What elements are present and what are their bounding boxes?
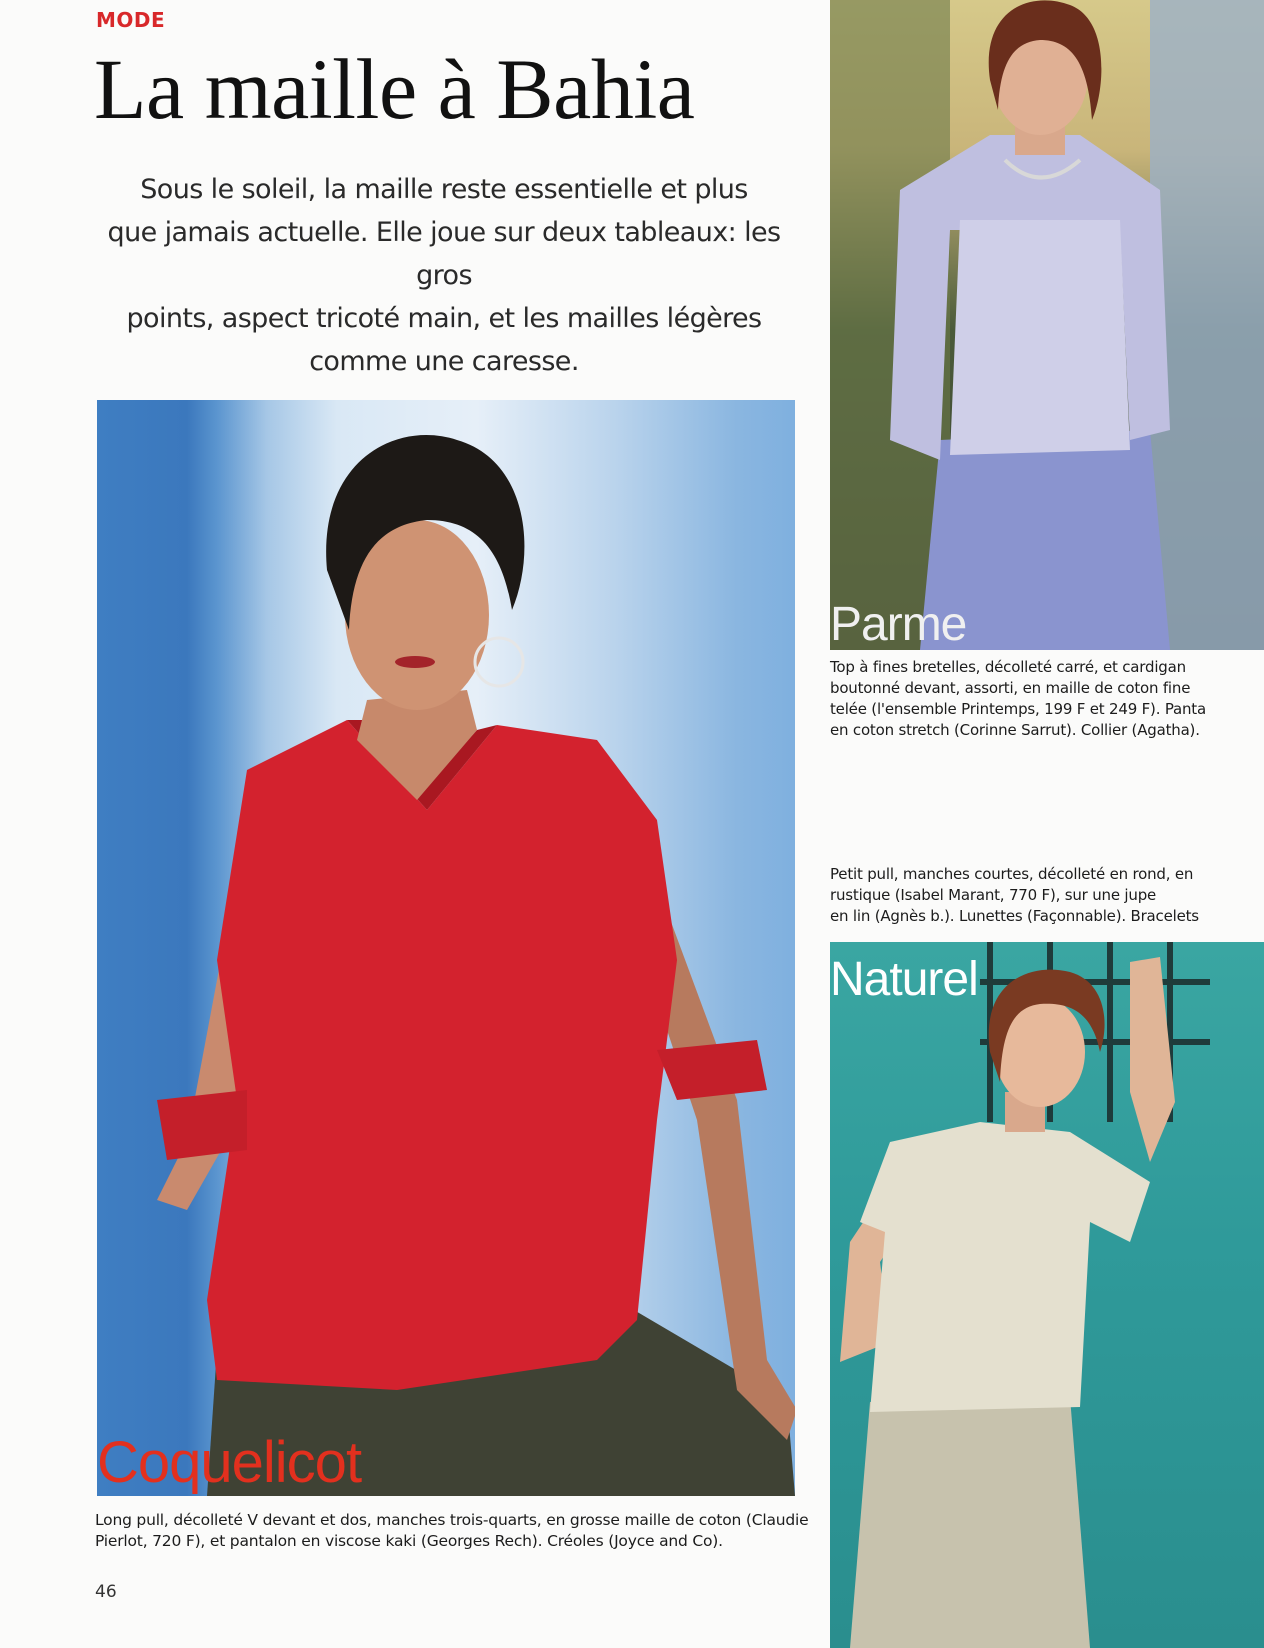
caption-line: en coton stretch (Corinne Sarrut). Collier (Agatha). (830, 721, 1200, 739)
caption-line: Pierlot, 720 F), et pantalon en viscose kaki (Georges Rech). Créoles (Joyce and Co). (95, 1532, 723, 1550)
caption-coquelicot (95, 1510, 809, 1552)
intro-line: que jamais actuelle. Elle joue sur deux tableaux: les gros (107, 217, 781, 291)
page-title: La maille à Bahia (94, 41, 695, 137)
look-label-naturel: Naturel (830, 953, 978, 1006)
intro-line: Sous le soleil, la maille reste essentielle et plus (140, 174, 748, 205)
caption-line: Long pull, décolleté V devant et dos, manches trois-quarts, en grosse maille de coton (Claudie (95, 1511, 809, 1529)
photo-naturel (830, 942, 1264, 1648)
caption-naturel (830, 864, 1264, 927)
coquelicot-model-illustration (97, 400, 795, 1496)
caption-line: boutonné devant, assorti, en maille de coton fine (830, 679, 1191, 697)
photo-coquelicot (97, 400, 795, 1496)
caption-line: Top à fines bretelles, décolleté carré, et cardigan (830, 658, 1186, 676)
caption-line: rustique (Isabel Marant, 770 F), sur une jupe (830, 886, 1157, 904)
caption-line: Petit pull, manches courtes, décolleté en rond, en (830, 865, 1194, 883)
caption-parme (830, 657, 1264, 741)
parme-model-illustration (830, 0, 1264, 650)
intro-line: comme une caresse. (309, 346, 579, 377)
intro-paragraph (84, 168, 804, 383)
intro-line: points, aspect tricoté main, et les mailles légères (126, 303, 762, 334)
photo-parme (830, 0, 1264, 650)
look-label-coquelicot: Coquelicot (97, 1430, 362, 1495)
caption-line: telée (l'ensemble Printemps, 199 F et 249 F). Panta (830, 700, 1206, 718)
page-number: 46 (95, 1582, 117, 1602)
naturel-model-illustration (830, 942, 1264, 1648)
section-tag: MODE (96, 8, 166, 32)
look-label-parme: Parme (830, 598, 967, 650)
caption-line: en lin (Agnès b.). Lunettes (Façonnable). Bracelets (830, 907, 1199, 925)
